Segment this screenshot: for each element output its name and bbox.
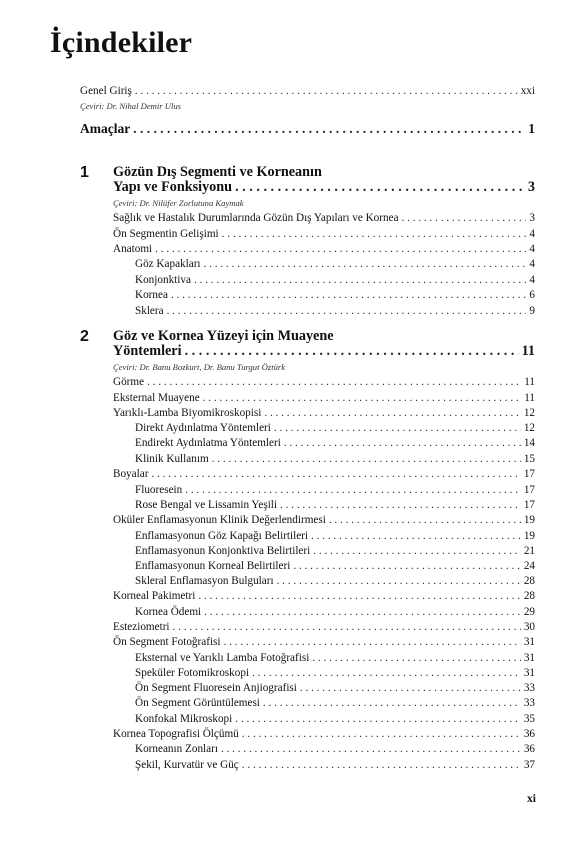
dot-leader <box>300 682 521 695</box>
toc-entry[interactable] <box>113 212 535 225</box>
toc-entry-page: 3 <box>529 212 535 224</box>
toc-entry[interactable] <box>113 468 535 481</box>
dot-leader <box>242 728 521 741</box>
toc-entry-page: 11 <box>524 392 535 404</box>
toc-entry-page: 4 <box>529 228 535 240</box>
dot-leader <box>167 305 527 318</box>
toc-entry[interactable] <box>135 713 535 726</box>
toc-entry-label: Korneanın Zonları <box>135 743 218 755</box>
translator-credit: Çeviri: Dr. Nihal Demir Ulus <box>80 101 181 111</box>
dot-leader <box>155 243 526 256</box>
toc-entry-label: Şekil, Kurvatür ve Güç <box>135 759 239 771</box>
toc-entry-page: 11 <box>524 376 535 388</box>
chapter-title-line1: Göz ve Kornea Yüzeyi için Muayene <box>113 328 334 344</box>
toc-entry-label: Amaçlar <box>80 121 131 136</box>
toc-entry-page: 6 <box>529 289 535 301</box>
toc-entry[interactable] <box>113 376 535 389</box>
dot-leader <box>194 274 526 287</box>
toc-entry-page: 4 <box>529 274 535 286</box>
toc-entry-label: Eksternal ve Yarıklı Lamba Fotoğrafisi <box>135 652 310 664</box>
toc-entry-label: Klinik Kullanım <box>135 453 209 465</box>
toc-entry[interactable] <box>135 453 535 466</box>
toc-entry-page: xxi <box>520 85 535 97</box>
toc-entry-page: 24 <box>523 560 535 572</box>
dot-leader <box>185 484 521 497</box>
toc-entry-page: 4 <box>529 243 535 255</box>
toc-entry-page: 28 <box>523 590 535 602</box>
toc-entry-label: Skleral Enflamasyon Bulguları <box>135 575 274 587</box>
toc-entry[interactable] <box>135 575 535 588</box>
toc-entry[interactable] <box>135 258 535 271</box>
toc-entry-page: 19 <box>523 530 535 542</box>
toc-entry[interactable] <box>135 437 535 450</box>
toc-entry[interactable] <box>113 243 535 256</box>
page-title: İçindekiler <box>50 26 193 59</box>
toc-entry-label: Göz Kapakları <box>135 258 201 270</box>
dot-leader <box>312 652 521 665</box>
toc-entry-page: 14 <box>523 437 535 449</box>
toc-entry[interactable] <box>135 530 535 543</box>
toc-entry-page: 31 <box>523 636 535 648</box>
toc-entry-label: Yarıklı-Lamba Biyomikroskopisi <box>113 407 262 419</box>
toc-entry-page: 17 <box>523 484 535 496</box>
toc-entry-label: Sağlık ve Hastalık Durumlarında Gözün Dış Yapıları ve Kornea <box>113 212 399 224</box>
toc-entry[interactable] <box>135 759 535 772</box>
toc-entry-page: 21 <box>523 545 535 557</box>
toc-entry-page: 36 <box>523 743 535 755</box>
toc-entry[interactable] <box>113 228 535 241</box>
toc-entry-label: Kornea <box>135 289 168 301</box>
toc-entry-label: Ön Segmentin Gelişimi <box>113 228 219 240</box>
toc-entry-label: Ön Segment Fotoğrafisi <box>113 636 221 648</box>
toc-entry-page: 12 <box>523 422 535 434</box>
toc-entry[interactable] <box>113 407 535 420</box>
toc-entry-label: Korneal Pakimetri <box>113 590 196 602</box>
dot-leader <box>173 621 521 634</box>
toc-entry-page: 30 <box>523 621 535 633</box>
toc-entry-label: Kornea Ödemi <box>135 606 202 618</box>
dot-leader <box>235 713 521 726</box>
chapter-title-line2: Yapı ve Fonksiyonu <box>113 179 233 195</box>
toc-entry-page: 35 <box>523 713 535 725</box>
dot-leader <box>133 121 525 136</box>
dot-leader <box>235 180 525 195</box>
toc-entry-chapter1[interactable] <box>113 180 535 195</box>
toc-entry-label: Direkt Aydınlatma Yöntemleri <box>135 422 271 434</box>
toc-entry[interactable] <box>135 484 535 497</box>
toc-entry[interactable] <box>135 697 535 710</box>
toc-entry-page: 31 <box>523 652 535 664</box>
toc-entry[interactable] <box>113 621 535 634</box>
dot-leader <box>313 545 521 558</box>
chapter-title-line1: Gözün Dış Segmenti ve Korneanın <box>113 164 322 180</box>
dot-leader <box>222 228 527 241</box>
toc-entry[interactable] <box>135 560 535 573</box>
dot-leader <box>264 407 520 420</box>
toc-entry-label: Enflamasyonun Korneal Belirtileri <box>135 560 291 572</box>
dot-leader <box>284 437 521 450</box>
toc-entry-page: 33 <box>523 697 535 709</box>
dot-leader <box>329 514 521 527</box>
toc-entry-chapter2[interactable] <box>113 344 535 359</box>
dot-leader <box>147 376 521 389</box>
toc-entry[interactable] <box>135 289 535 302</box>
toc-entry[interactable] <box>135 305 535 318</box>
dot-leader <box>185 344 519 359</box>
dot-leader <box>263 697 521 710</box>
toc-entry[interactable] <box>135 499 535 512</box>
toc-entry-label: Eksternal Muayene <box>113 392 200 404</box>
toc-entry-label: Fluoresein <box>135 484 183 496</box>
dot-leader <box>151 468 520 481</box>
toc-entry-label: Ön Segment Fluoresein Anjiografisi <box>135 682 297 694</box>
toc-entry[interactable] <box>135 682 535 695</box>
toc-entry-aims[interactable] <box>80 121 535 136</box>
toc-entry-label: Enflamasyonun Göz Kapağı Belirtileri <box>135 530 309 542</box>
toc-entry-label: Enflamasyonun Konjonktiva Belirtileri <box>135 545 311 557</box>
dot-leader <box>293 560 520 573</box>
toc-entry-page: 3 <box>527 179 535 195</box>
toc-entry-intro[interactable] <box>80 85 535 98</box>
chapter-title-line2: Yöntemleri <box>113 343 182 359</box>
toc-entry-label: Endirekt Aydınlatma Yöntemleri <box>135 437 281 449</box>
dot-leader <box>204 606 521 619</box>
toc-entry[interactable] <box>135 652 535 665</box>
toc-entry[interactable] <box>113 590 535 603</box>
toc-entry[interactable] <box>135 606 535 619</box>
toc-entry-page: 15 <box>523 453 535 465</box>
dot-leader <box>204 258 527 271</box>
toc-entry-page: 29 <box>523 606 535 618</box>
toc-entry-page: 33 <box>523 682 535 694</box>
toc-entry[interactable] <box>135 743 535 756</box>
toc-entry-label: Esteziometri <box>113 621 170 633</box>
page-number: xi <box>527 793 536 805</box>
dot-leader <box>135 85 518 98</box>
toc-entry-page: 4 <box>529 258 535 270</box>
toc-entry-label: Görme <box>113 376 145 388</box>
toc-entry[interactable] <box>113 514 535 527</box>
toc-entry-label: Speküler Fotomikroskopi <box>135 667 250 679</box>
toc-entry-page: 28 <box>523 575 535 587</box>
toc-entry-label: Genel Giriş <box>80 85 132 97</box>
toc-entry-page: 17 <box>523 499 535 511</box>
dot-leader <box>221 743 521 756</box>
toc-entry-label: Ön Segment Görüntülemesi <box>135 697 260 709</box>
toc-entry[interactable] <box>135 545 535 558</box>
dot-leader <box>203 392 522 405</box>
toc-entry-label: Konjonktiva <box>135 274 191 286</box>
toc-entry[interactable] <box>135 667 535 680</box>
toc-entry-label: Oküler Enflamasyonun Klinik Değerlendirmesi <box>113 514 326 526</box>
toc-entry-page: 17 <box>523 468 535 480</box>
toc-entry-label: Boyalar <box>113 468 149 480</box>
toc-entry-label: Rose Bengal ve Lissamin Yeşili <box>135 499 278 511</box>
chapter-number: 2 <box>80 328 89 345</box>
toc-entry-page: 31 <box>523 667 535 679</box>
toc-entry-page: 12 <box>523 407 535 419</box>
translator-credit: Çeviri: Dr. Nilüfer Zorlutuna Kaymak <box>113 198 244 208</box>
toc-entry[interactable] <box>135 274 535 287</box>
toc-entry-page: 37 <box>523 759 535 771</box>
dot-leader <box>252 667 521 680</box>
toc-entry-label: Sklera <box>135 305 164 317</box>
toc-entry-label: Kornea Topografisi Ölçümü <box>113 728 239 740</box>
dot-leader <box>274 422 521 435</box>
dot-leader <box>311 530 521 543</box>
dot-leader <box>242 759 521 772</box>
dot-leader <box>212 453 521 466</box>
toc-entry[interactable] <box>113 392 535 405</box>
translator-credit: Çeviri: Dr. Banu Bozkurt, Dr. Banu Turgut Öztürk <box>113 362 286 372</box>
toc-entry-page: 11 <box>521 343 535 359</box>
toc-entry-page: 36 <box>523 728 535 740</box>
toc-entry[interactable] <box>113 728 535 741</box>
dot-leader <box>171 289 526 302</box>
dot-leader <box>402 212 527 225</box>
toc-entry-label: Konfokal Mikroskopi <box>135 713 233 725</box>
dot-leader <box>198 590 520 603</box>
toc-entry-page: 9 <box>529 305 535 317</box>
dot-leader <box>277 575 521 588</box>
toc-entry[interactable] <box>113 636 535 649</box>
chapter-number: 1 <box>80 164 89 181</box>
toc-entry-page: 1 <box>528 121 535 136</box>
dot-leader <box>280 499 521 512</box>
dot-leader <box>224 636 521 649</box>
toc-entry[interactable] <box>135 422 535 435</box>
toc-entry-label: Anatomi <box>113 243 153 255</box>
toc-entry-page: 19 <box>523 514 535 526</box>
